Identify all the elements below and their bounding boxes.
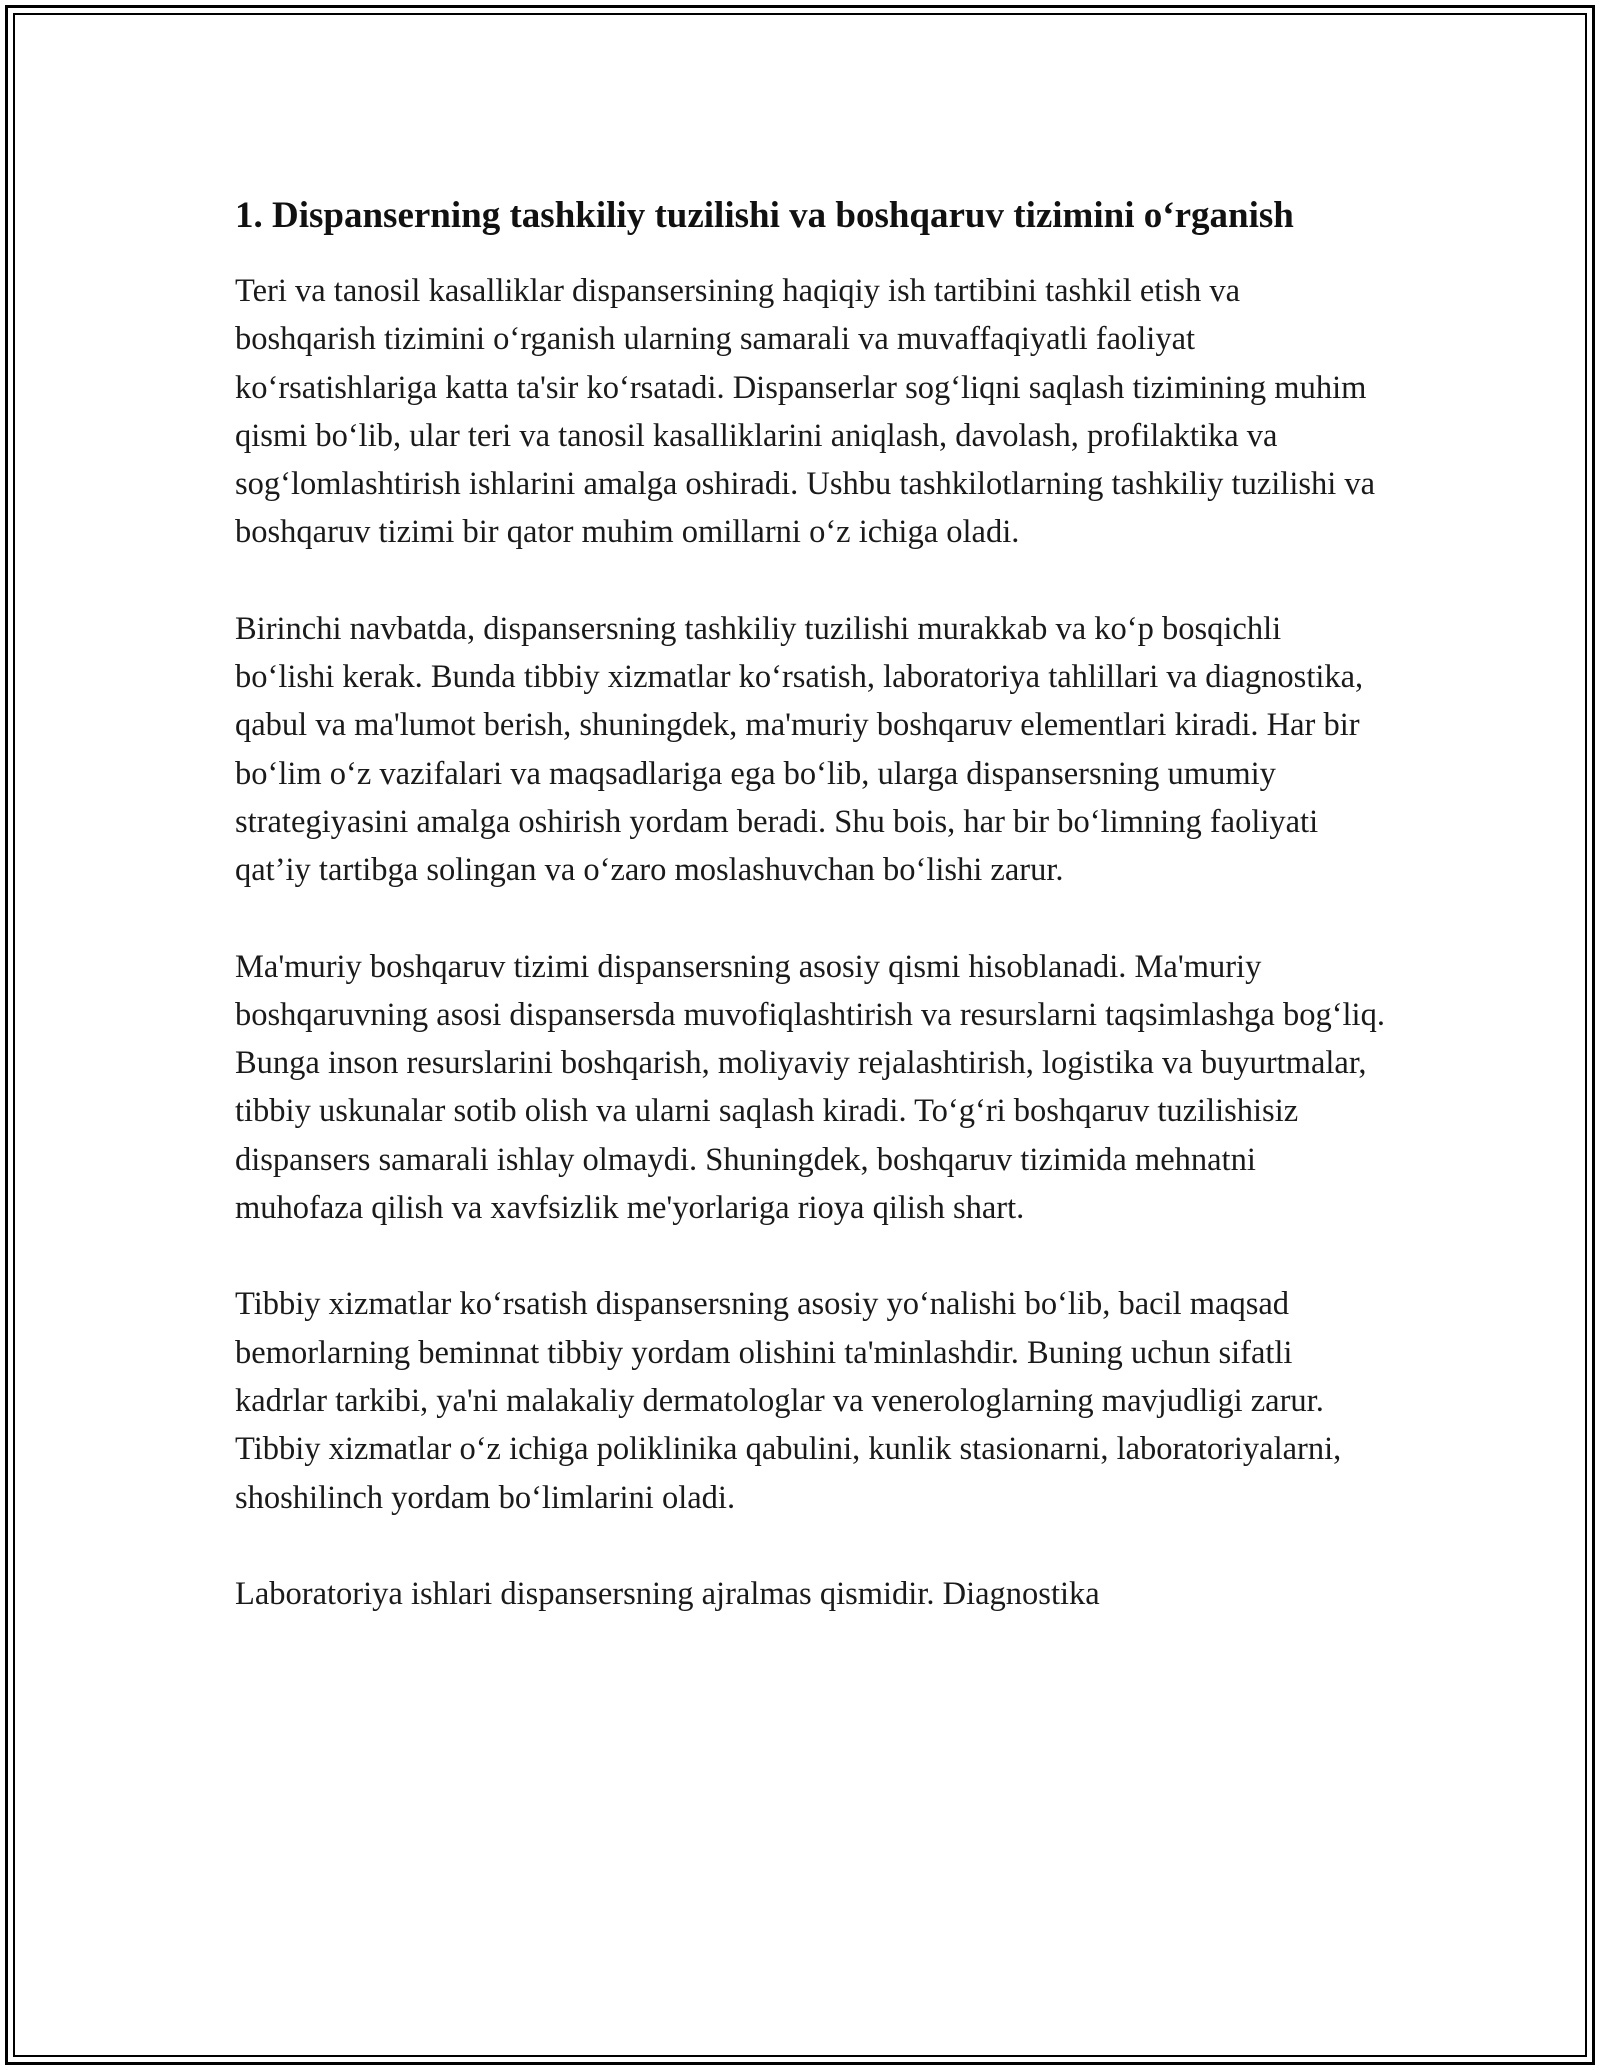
paragraph-4: Tibbiy xizmatlar ko‘rsatish dispansersning asosiy yo‘nalishi bo‘lib, bacil maqsad bemorlarning beminnat tibbiy yordam olishini ta'minlashdir. Buning uchun sifatli kadrlar tarkibi, ya'ni malakaliy dermatologlar va venerologlarning mavjudligi zarur. Tibbiy xizmatlar o‘z ichiga poliklinika qabulini, kunlik stasionarni, laboratoriyalarni, shoshilinch yordam bo‘limlarini oladi. xyxy=(235,1286,1342,1516)
section-heading: 1. Dispanserning tashkiliy tuzilishi va boshqaruv tizimini o‘rganish xyxy=(235,195,1294,236)
paragraph-1: Teri va tanosil kasalliklar dispansersining haqiqiy ish tartibini tashkil etish va boshqarish tizimini o‘rganish ularning samarali va muvaffaqiyatli faoliyat ko‘rsatishlariga katta ta'sir ko‘rsatadi. Dispanserlar sog‘liqni saqlash tizimining muhim qismi bo‘lib, ular teri va tanosil kasalliklarini aniqlash, davolash, profilaktika va sog‘lomlashtirish ishlarini amalga oshiradi. Ushbu tashkilotlarning tashkiliy tuzilishi va boshqaruv tizimi bir qator muhim omillarni o‘z ichiga oladi. xyxy=(235,273,1376,551)
paragraph-3: Ma'muriy boshqaruv tizimi dispansersning asosiy qismi hisoblanadi. Ma'muriy boshqaruvning asosi dispansersda muvofiqlashtirish va resurslarni taqsimlashga bog‘liq. Bunga inson resurslarini boshqarish, moliyaviy rejalashtirish, logistika va buyurtmalar, tibbiy uskunalar sotib olish va ularni saqlash kiradi. To‘g‘ri boshqaruv tuzilishisiz dispansers samarali ishlay olmaydi. Shuningdek, boshqaruv tizimida mehnatni muhofaza qilish va xavfsizlik me'yorlariga rioya qilish shart. xyxy=(235,948,1385,1227)
paragraph-5: Laboratoriya ishlari dispansersning ajralmas qismidir. Diagnostika xyxy=(235,1575,1100,1612)
paragraph-2: Birinchi navbatda, dispansersning tashkiliy tuzilishi murakkab va ko‘p bosqichli bo‘lishi kerak. Bunda tibbiy xizmatlar ko‘rsatish, laboratoriya tahlillari va diagnostika, qabul va ma'lumot berish, shuningdek, ma'muriy boshqaruv elementlari kiradi. Har bir bo‘lim o‘z vazifalari va maqsadlariga ega bo‘lib, ularga dispansersning umumiy strategiyasini amalga oshirish yordam beradi. Shu bois, har bir bo‘limning faoliyati qat’iy tartibga solingan va o‘zaro moslashuvchan bo‘lishi zarur. xyxy=(235,610,1364,889)
document-body xyxy=(235,188,1385,1618)
